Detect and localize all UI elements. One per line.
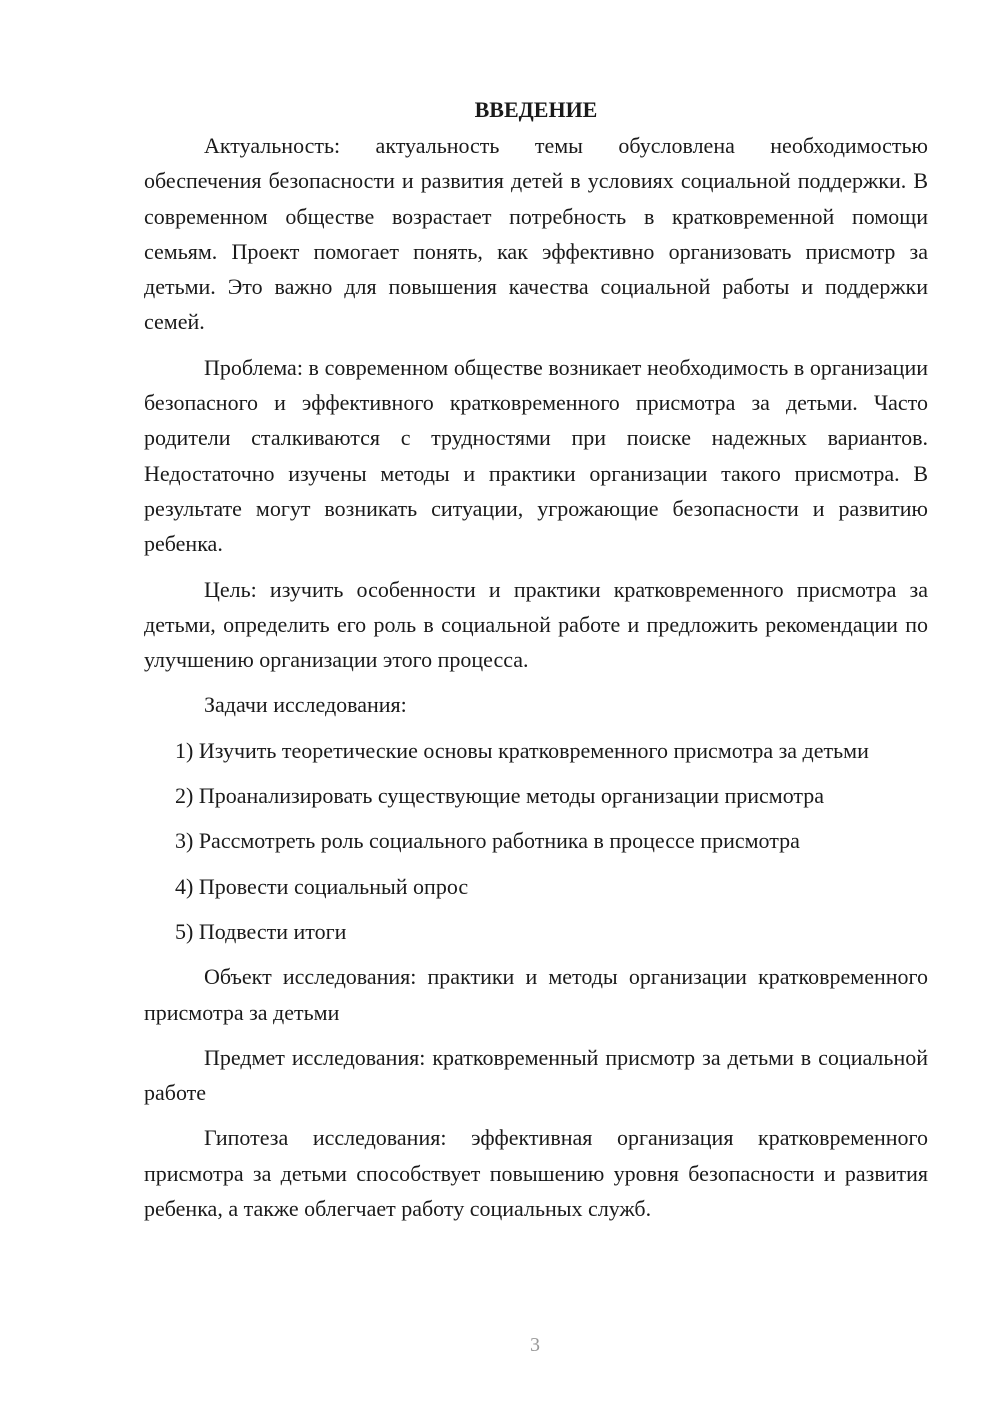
task-item: 1) Изучить теоретические основы кратковременного присмотра за детьми	[175, 737, 869, 763]
paragraph-hypothesis: Гипотеза исследования: эффективная организация кратковременного присмотра за детьми способствует повышению уровня безопасности и развития ребенка, а также облегчает работу социальных служб.	[144, 1125, 928, 1222]
paragraph-relevance: Актуальность: актуальность темы обусловлена необходимостью обеспечения безопасности и развития детей в условиях социальной поддержки. В современном обществе возрастает потребность в кратковременной помощи семьям. Проект помогает понять, как эффективно организовать присмотр за детьми. Это важно для повышения качества социальной работы и поддержки семей.	[144, 133, 928, 335]
tasks-heading: Задачи исследования:	[204, 692, 407, 718]
tasks-list	[144, 733, 928, 949]
paragraph-object: Объект исследования: практики и методы организации кратковременного присмотра за детьми	[144, 964, 928, 1025]
paragraph-problem: Проблема: в современном обществе возникает необходимость в организации безопасного и эффективного кратковременного присмотра за детьми. Часто родители сталкиваются с трудностями при поиске надежных вариантов. Недостаточно изучены методы и практики организации такого присмотра. В результате могут возникать ситуации, угрожающие безопасности и развитию ребенка.	[144, 354, 928, 557]
task-item: 3) Рассмотреть роль социального работника в процессе присмотра	[175, 828, 800, 854]
task-item: 5) Подвести итоги	[175, 918, 347, 944]
document-page	[144, 92, 928, 1236]
task-item: 4) Провести социальный опрос	[175, 873, 469, 899]
paragraph-subject: Предмет исследования: кратковременный присмотр за детьми в социальной работе	[144, 1044, 928, 1106]
task-item: 2) Проанализировать существующие методы организации присмотра	[175, 783, 825, 809]
page-number: 3	[530, 1334, 540, 1356]
page-title: ВВЕДЕНИЕ	[474, 97, 598, 122]
paragraph-goal: Цель: изучить особенности и практики кратковременного присмотра за детьми, определить его роль в социальной работе и предложить рекомендации по улучшению организации этого процесса.	[144, 576, 928, 673]
